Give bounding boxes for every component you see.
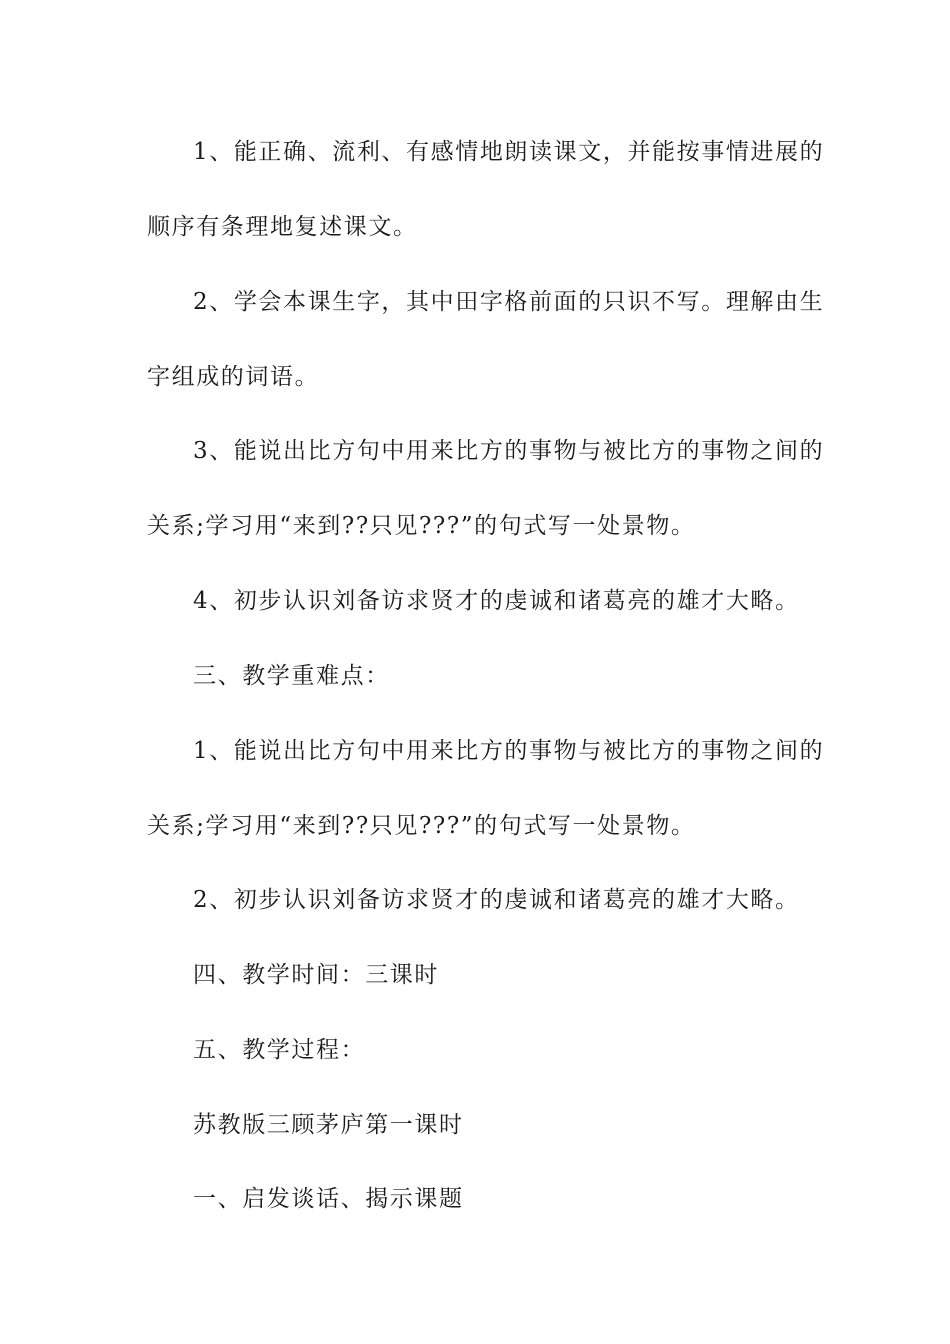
keypoint-2-line: 2、初步认识刘备访求贤才的虔诚和诸葛亮的雄才大略。 [193,887,800,913]
objective-1-line-1: 1、能正确、流利、有感情地朗读课文，并能按事情进展的 [193,139,825,165]
section-5-heading: 五、教学过程： [193,1037,366,1063]
objective-2-line-1: 2、学会本课生字，其中田字格前面的只识不写。理解由生 [193,289,825,315]
section-3-heading: 三、教学重难点： [193,663,390,689]
objective-1-line-2: 顺序有条理地复述课文。 [147,214,418,240]
objective-3-line-1: 3、能说出比方句中用来比方的事物与被比方的事物之间的 [193,438,825,464]
objective-3-line-2: 关系;学习用“来到??只见???”的句式写一处景物。 [147,513,696,539]
step-1-heading: 一、启发谈话、揭示课题 [193,1186,464,1212]
lesson-title: 苏教版三顾茅庐第一课时 [193,1112,464,1138]
keypoint-1-line-2: 关系;学习用“来到??只见???”的句式写一处景物。 [147,813,696,839]
objective-4-line: 4、初步认识刘备访求贤才的虔诚和诸葛亮的雄才大略。 [193,588,800,614]
section-4-heading: 四、教学时间：三课时 [193,962,439,988]
keypoint-1-line-1: 1、能说出比方句中用来比方的事物与被比方的事物之间的 [193,738,825,764]
objective-2-line-2: 字组成的词语。 [147,364,320,390]
